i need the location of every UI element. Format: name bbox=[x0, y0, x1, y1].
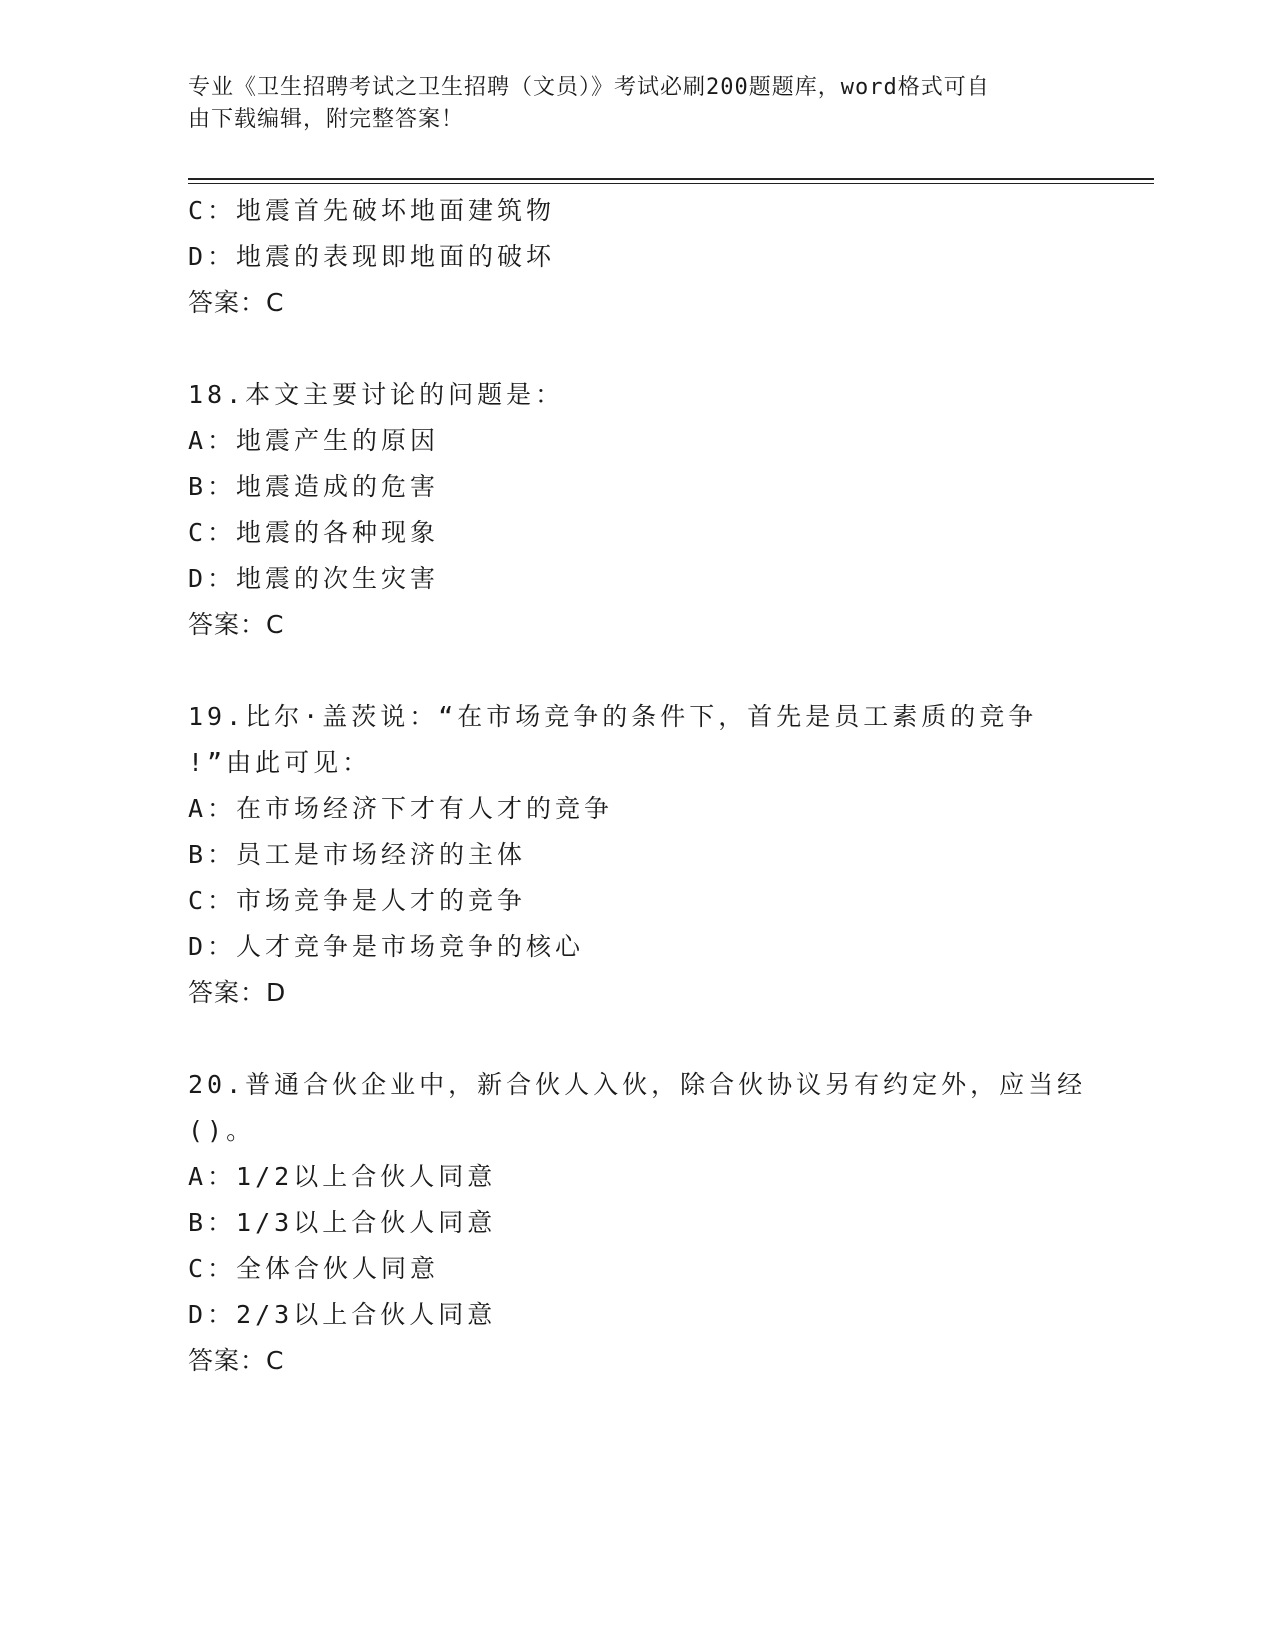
question-18-answer: 答案：C bbox=[188, 610, 285, 639]
question-19-option-b: B：员工是市场经济的主体 bbox=[188, 840, 527, 869]
header-line-1: 专业《卫生招聘考试之卫生招聘（文员）》考试必刷200题题库，word格式可自 bbox=[188, 75, 990, 100]
header-divider-thick bbox=[188, 178, 1154, 180]
question-20-option-c: C：全体合伙人同意 bbox=[188, 1254, 440, 1283]
question-gap bbox=[188, 1016, 1088, 1062]
question-17-option-c: C：地震首先破坏地面建筑物 bbox=[188, 196, 556, 225]
question-18-option-c: C：地震的各种现象 bbox=[188, 518, 440, 547]
question-17 bbox=[188, 188, 1088, 326]
header-divider-thin bbox=[188, 183, 1154, 184]
question-20-stem-line-1: 20.普通合伙企业中，新合伙人入伙，除合伙协议另有约定外，应当经 bbox=[188, 1070, 1087, 1099]
document-header bbox=[188, 72, 1088, 136]
question-gap bbox=[188, 326, 1088, 372]
header-line-2: 由下载编辑，附完整答案！ bbox=[188, 107, 465, 132]
question-17-option-d: D：地震的表现即地面的破坏 bbox=[188, 242, 556, 271]
question-18-option-d: D：地震的次生灾害 bbox=[188, 564, 440, 593]
question-list bbox=[188, 188, 1088, 1384]
question-19-stem-line-1: 19.比尔·盖茨说：“在市场竞争的条件下，首先是员工素质的竞争 bbox=[188, 702, 1038, 731]
question-19 bbox=[188, 694, 1088, 1016]
question-18-option-a: A：地震产生的原因 bbox=[188, 426, 440, 455]
question-20-answer: 答案：C bbox=[188, 1346, 285, 1375]
question-18-option-b: B：地震造成的危害 bbox=[188, 472, 440, 501]
question-17-answer: 答案：C bbox=[188, 288, 285, 317]
question-20-stem-line-2: ()。 bbox=[188, 1116, 256, 1145]
question-gap bbox=[188, 648, 1088, 694]
question-20-option-d: D：2/3以上合伙人同意 bbox=[188, 1300, 497, 1329]
question-19-option-d: D：人才竞争是市场竞争的核心 bbox=[188, 932, 585, 961]
question-19-option-a: A：在市场经济下才有人才的竞争 bbox=[188, 794, 614, 823]
question-19-option-c: C：市场竞争是人才的竞争 bbox=[188, 886, 527, 915]
question-20-option-a: A：1/2以上合伙人同意 bbox=[188, 1162, 497, 1191]
question-19-answer: 答案：D bbox=[188, 978, 287, 1007]
question-20-option-b: B：1/3以上合伙人同意 bbox=[188, 1208, 497, 1237]
question-19-stem-line-2: !”由此可见： bbox=[188, 748, 372, 777]
question-18-stem: 18.本文主要讨论的问题是： bbox=[188, 380, 565, 409]
question-20 bbox=[188, 1062, 1088, 1384]
question-18 bbox=[188, 372, 1088, 648]
